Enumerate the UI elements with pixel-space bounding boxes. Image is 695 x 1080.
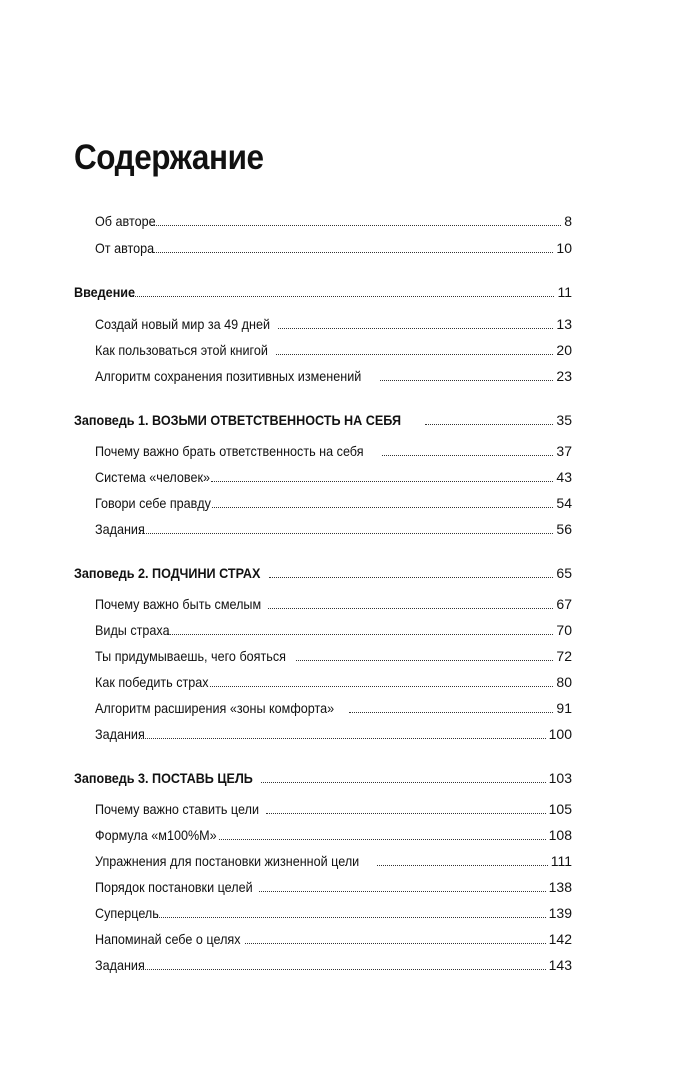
toc-chapter-page: 65 bbox=[556, 565, 572, 581]
dot-leader bbox=[425, 423, 553, 425]
toc-entry-label: Об авторе bbox=[95, 213, 156, 229]
toc-entry-label: Алгоритм расширения «зоны комфорта» bbox=[95, 700, 335, 716]
dot-leader bbox=[278, 327, 553, 329]
dot-leader bbox=[155, 916, 546, 918]
dot-leader bbox=[261, 781, 546, 783]
toc-entry[interactable] bbox=[95, 367, 572, 385]
toc-entry[interactable] bbox=[95, 239, 572, 257]
toc-entry-page: 37 bbox=[556, 443, 572, 459]
toc-chapter-page: 11 bbox=[557, 284, 572, 300]
toc-entry-label: Ты придумываешь, чего бояться bbox=[95, 648, 286, 664]
toc-entry-page: 91 bbox=[556, 700, 572, 716]
toc-entry[interactable] bbox=[95, 800, 572, 818]
dot-leader bbox=[296, 659, 554, 661]
toc-entry[interactable] bbox=[95, 621, 572, 639]
toc-entry-page: 142 bbox=[548, 931, 572, 947]
toc-entry-page: 54 bbox=[556, 495, 572, 511]
toc-entry[interactable] bbox=[95, 956, 572, 974]
toc-entry-label: Задания bbox=[95, 726, 145, 742]
toc-entry-label: Порядок постановки целей bbox=[95, 879, 253, 895]
toc-entry-page: 138 bbox=[548, 879, 572, 895]
toc-entry[interactable] bbox=[95, 852, 572, 870]
dot-leader bbox=[130, 295, 555, 297]
toc-entry-page: 43 bbox=[556, 469, 572, 485]
toc-chapter[interactable] bbox=[74, 769, 572, 787]
toc-entry-label: Создай новый мир за 49 дней bbox=[95, 316, 270, 332]
toc-entry[interactable] bbox=[95, 341, 572, 359]
toc-entry-label: Суперцель bbox=[95, 905, 159, 921]
dot-leader bbox=[268, 607, 553, 609]
toc-entry-label: Говори себе правду bbox=[95, 495, 211, 511]
dot-leader bbox=[380, 379, 554, 381]
dot-leader bbox=[276, 353, 554, 355]
dot-leader bbox=[266, 812, 546, 814]
dot-leader bbox=[210, 685, 553, 687]
toc-entry[interactable] bbox=[95, 930, 572, 948]
toc-chapter-page: 35 bbox=[556, 412, 572, 428]
dot-leader bbox=[259, 890, 546, 892]
toc-chapter-label: Заповедь 3. ПОСТАВЬ ЦЕЛЬ bbox=[74, 770, 253, 786]
dot-leader bbox=[151, 224, 561, 226]
toc-entry-label: Виды страха bbox=[95, 622, 170, 638]
toc-chapter-label: Заповедь 2. ПОДЧИНИ СТРАХ bbox=[74, 565, 261, 581]
toc-entry[interactable] bbox=[95, 494, 572, 512]
toc-entry[interactable] bbox=[95, 878, 572, 896]
dot-leader bbox=[167, 633, 554, 635]
toc-entry-page: 8 bbox=[564, 213, 572, 229]
dot-leader bbox=[269, 576, 553, 578]
toc-entry-page: 105 bbox=[548, 801, 572, 817]
dot-leader bbox=[139, 968, 546, 970]
toc-chapter-label: Заповедь 1. ВОЗЬМИ ОТВЕТСТВЕННОСТЬ НА СЕБЯ bbox=[74, 412, 402, 428]
toc-entry[interactable] bbox=[95, 315, 572, 333]
toc-entry[interactable] bbox=[95, 673, 572, 691]
toc-chapter-label: Введение bbox=[74, 284, 136, 300]
toc-entry[interactable] bbox=[95, 725, 572, 743]
toc-entry-label: От автора bbox=[95, 240, 155, 256]
toc-entry[interactable] bbox=[95, 595, 572, 613]
dot-leader bbox=[139, 532, 553, 534]
toc-entry-label: Почему важно ставить цели bbox=[95, 801, 259, 817]
toc-entry-label: Задания bbox=[95, 521, 145, 537]
dot-leader bbox=[139, 737, 546, 739]
dot-leader bbox=[349, 711, 553, 713]
toc-entry-page: 108 bbox=[548, 827, 572, 843]
toc-entry-page: 70 bbox=[556, 622, 572, 638]
toc-entry[interactable] bbox=[95, 520, 572, 538]
toc-entry-page: 23 bbox=[556, 368, 572, 384]
toc-entry-page: 67 bbox=[556, 596, 572, 612]
toc-entry[interactable] bbox=[95, 904, 572, 922]
toc-entry-label: Как пользоваться этой книгой bbox=[95, 342, 268, 358]
toc-entry-page: 10 bbox=[556, 240, 572, 256]
toc-entry-label: Как победить страх bbox=[95, 674, 209, 690]
dot-leader bbox=[212, 506, 553, 508]
toc-entry-page: 13 bbox=[556, 316, 572, 332]
toc-entry-label: Формула «м100%М» bbox=[95, 827, 217, 843]
dot-leader bbox=[382, 454, 553, 456]
page-title: Содержание bbox=[74, 138, 264, 177]
toc-entry-label: Система «человек» bbox=[95, 469, 210, 485]
toc-entry-page: 143 bbox=[548, 957, 572, 973]
toc-entry-page: 111 bbox=[550, 853, 572, 869]
toc-entry[interactable] bbox=[95, 442, 572, 460]
toc-chapter[interactable] bbox=[74, 411, 572, 429]
toc-entry[interactable] bbox=[95, 699, 572, 717]
toc-entry-page: 80 bbox=[556, 674, 572, 690]
toc-entry-label: Почему важно брать ответственность на себя bbox=[95, 443, 364, 459]
toc-chapter-page: 103 bbox=[548, 770, 572, 786]
dot-leader bbox=[245, 942, 545, 944]
toc-entry[interactable] bbox=[95, 468, 572, 486]
toc-entry-label: Напоминай себе о целях bbox=[95, 931, 241, 947]
toc-entry-page: 56 bbox=[556, 521, 572, 537]
toc-entry-page: 100 bbox=[548, 726, 572, 742]
dot-leader bbox=[219, 838, 546, 840]
toc-entry-label: Алгоритм сохранения позитивных изменений bbox=[95, 368, 362, 384]
dot-leader bbox=[377, 864, 547, 866]
toc-entry-label: Упражнения для постановки жизненной цели bbox=[95, 853, 360, 869]
toc-entry-page: 72 bbox=[556, 648, 572, 664]
dot-leader bbox=[211, 480, 553, 482]
toc-chapter[interactable] bbox=[74, 564, 572, 582]
toc-entry-label: Почему важно быть смелым bbox=[95, 596, 262, 612]
toc-entry[interactable] bbox=[95, 826, 572, 844]
toc-entry[interactable] bbox=[95, 212, 572, 230]
toc-entry-page: 20 bbox=[556, 342, 572, 358]
dot-leader bbox=[149, 251, 553, 253]
toc-entry[interactable] bbox=[95, 647, 572, 665]
toc-entry-page: 139 bbox=[548, 905, 572, 921]
toc-chapter[interactable] bbox=[74, 283, 572, 301]
toc-entry-label: Задания bbox=[95, 957, 145, 973]
